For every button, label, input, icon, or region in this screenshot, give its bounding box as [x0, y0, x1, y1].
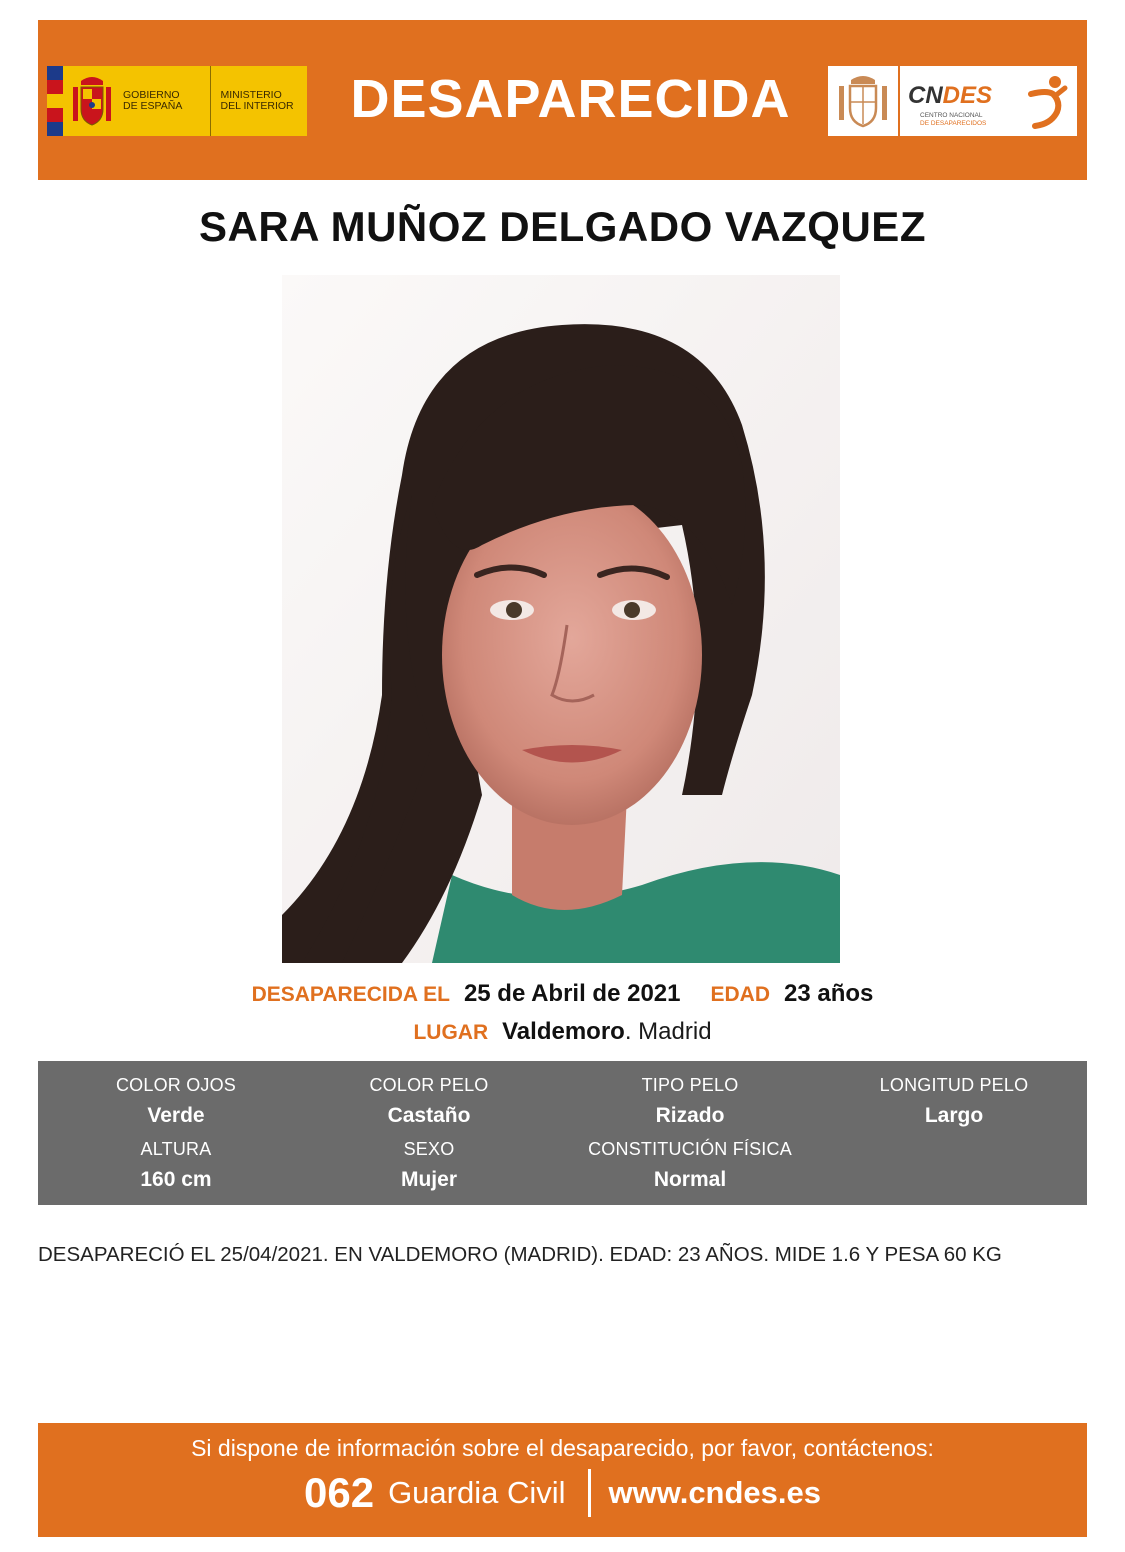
case-description: DESAPARECIÓ EL 25/04/2021. EN VALDEMORO (MADRID). EDAD: 23 AÑOS. MIDE 1.6 Y PESA 60 KG	[38, 1243, 1002, 1266]
spec-sex: SEXO Mujer	[400, 1139, 457, 1191]
divider	[588, 1469, 591, 1517]
ministerio-text: MINISTERIO DEL INTERIOR	[210, 66, 308, 136]
cndes-logo	[828, 66, 1077, 136]
spec-hair-length: LONGITUD PELO Largo	[879, 1075, 1029, 1127]
spec-height: ALTURA 160 cm	[140, 1139, 212, 1191]
running-figure-icon	[1021, 72, 1069, 135]
gobierno-espana-logo	[47, 66, 307, 136]
phone-number[interactable]: 062	[303, 1469, 375, 1516]
website-link[interactable]: www.cndes.es	[608, 1475, 822, 1510]
age-value: 23 años	[784, 980, 874, 1007]
agency-name: Guardia Civil	[388, 1475, 566, 1510]
contact-footer	[38, 1423, 1087, 1537]
coat-of-arms-icon	[63, 66, 121, 136]
physical-description-panel	[38, 1061, 1087, 1205]
flag-stripes	[47, 66, 63, 136]
spec-eye-color: COLOR OJOS Verde	[115, 1075, 237, 1127]
missing-date-label: DESAPARECIDA EL	[251, 983, 450, 1006]
cndes-subtitle: CENTRO NACIONAL DE DESAPARECIDOS	[920, 112, 987, 127]
missing-date-value: 25 de Abril de 2021	[463, 980, 681, 1007]
spec-hair-type: TIPO PELO Rizado	[641, 1075, 739, 1127]
place-info-line	[38, 1018, 1087, 1046]
place-region: . Madrid	[624, 1018, 712, 1045]
poster-title: DESAPARECIDA	[350, 69, 791, 129]
person-name: SARA MUÑOZ DELGADO VAZQUEZ	[199, 203, 926, 250]
spec-hair-color: COLOR PELO Castaño	[369, 1075, 489, 1127]
place-town: Valdemoro	[502, 1018, 625, 1045]
header-banner	[38, 20, 1087, 180]
cndes-coat-of-arms-icon	[828, 66, 900, 136]
gobierno-text: GOBIERNO DE ESPAÑA	[123, 89, 183, 112]
contact-details	[38, 1469, 1087, 1517]
person-photo	[282, 275, 840, 963]
spec-build: CONSTITUCIÓN FÍSICA Normal	[588, 1139, 792, 1191]
age-label: EDAD	[710, 983, 771, 1006]
cndes-wordmark: CNDES	[908, 82, 993, 109]
place-label: LUGAR	[413, 1021, 489, 1044]
contact-message: Si dispone de información sobre el desaparecido, por favor, contáctenos:	[191, 1435, 934, 1461]
missing-info-line	[38, 980, 1087, 1008]
